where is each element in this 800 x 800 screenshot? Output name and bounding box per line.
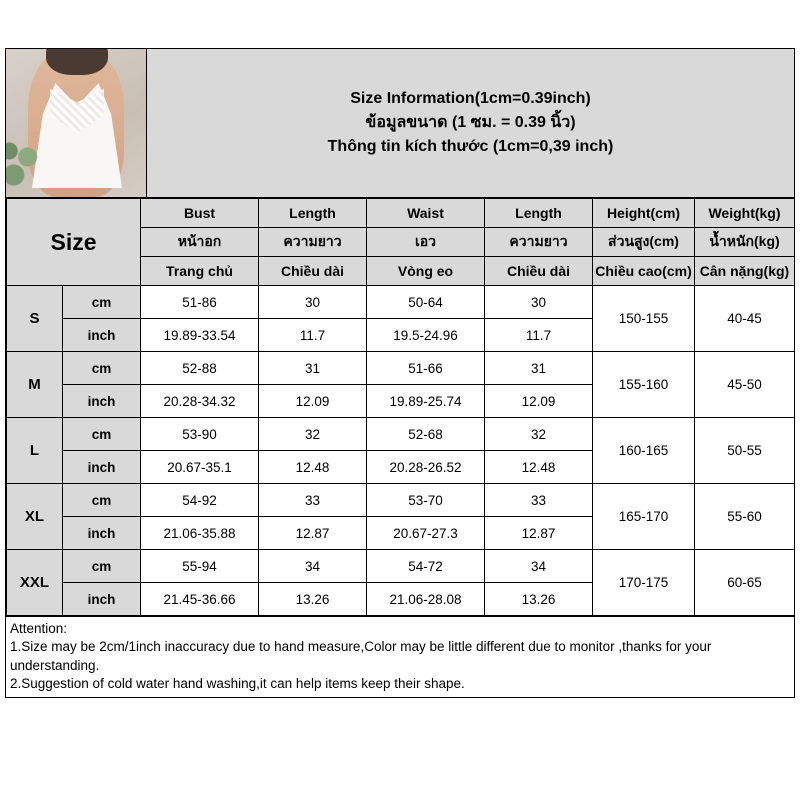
height-cell: 150-155 [593,286,695,352]
waist-inch: 21.06-28.08 [367,583,485,616]
table-row [7,550,795,583]
waist-inch: 19.89-25.74 [367,385,485,418]
length1-inch: 11.7 [259,319,367,352]
height-cell: 155-160 [593,352,695,418]
bust-inch: 21.45-36.66 [141,583,259,616]
plant-decor [6,133,46,193]
table-row [7,418,795,451]
waist-cm: 51-66 [367,352,485,385]
attention-block [6,616,794,697]
col-header-length2-en: Length [485,199,593,228]
col-header-bust-vi: Trang chủ [141,257,259,286]
col-header-weight-vi: Cân nặng(kg) [695,257,795,286]
unit-cell-inch: inch [63,451,141,484]
unit-cell-cm: cm [63,418,141,451]
col-header-height-th: ส่วนสูง(cm) [593,228,695,257]
length2-inch: 12.87 [485,517,593,550]
unit-cell-inch: inch [63,583,141,616]
size-cell: M [7,352,63,418]
length2-inch: 13.26 [485,583,593,616]
table-row [7,286,795,319]
unit-cell-inch: inch [63,517,141,550]
col-header-length2-th: ความยาว [485,228,593,257]
table-row [7,352,795,385]
weight-cell: 60-65 [695,550,795,616]
length1-inch: 12.48 [259,451,367,484]
waist-cm: 52-68 [367,418,485,451]
unit-cell-cm: cm [63,352,141,385]
weight-cell: 50-55 [695,418,795,484]
size-cell: XXL [7,550,63,616]
attention-line-1: 1.Size may be 2cm/1inch inaccuracy due to hand measure,Color may be little different due to monitor ,thanks for your understanding. [10,639,712,673]
length2-cm: 30 [485,286,593,319]
col-header-length2-vi: Chiều dài [485,257,593,286]
title-block [147,49,794,197]
size-chart [5,48,795,698]
bust-cm: 54-92 [141,484,259,517]
length1-cm: 34 [259,550,367,583]
weight-cell: 55-60 [695,484,795,550]
length2-inch: 12.09 [485,385,593,418]
bust-cm: 51-86 [141,286,259,319]
length2-inch: 11.7 [485,319,593,352]
unit-cell-inch: inch [63,385,141,418]
measurements-table [6,198,795,616]
height-cell: 170-175 [593,550,695,616]
table-row [7,484,795,517]
weight-cell: 40-45 [695,286,795,352]
length1-cm: 31 [259,352,367,385]
length2-cm: 33 [485,484,593,517]
col-header-length1-vi: Chiều dài [259,257,367,286]
header-row-en [7,199,795,228]
size-cell: XL [7,484,63,550]
bust-inch: 19.89-33.54 [141,319,259,352]
title-vietnamese: Thông tin kích thước (1cm=0,39 inch) [327,138,614,155]
table-body [7,286,795,616]
length2-cm: 31 [485,352,593,385]
waist-cm: 53-70 [367,484,485,517]
waist-cm: 54-72 [367,550,485,583]
height-cell: 160-165 [593,418,695,484]
height-cell: 165-170 [593,484,695,550]
waist-inch: 20.67-27.3 [367,517,485,550]
col-header-waist-en: Waist [367,199,485,228]
length2-cm: 32 [485,418,593,451]
product-photo [6,49,147,197]
length2-inch: 12.48 [485,451,593,484]
chart-header [6,49,794,198]
bust-inch: 20.28-34.32 [141,385,259,418]
attention-heading: Attention: [10,621,68,637]
unit-cell-cm: cm [63,484,141,517]
waist-inch: 19.5-24.96 [367,319,485,352]
col-header-bust-th: หน้าอก [141,228,259,257]
unit-cell-cm: cm [63,286,141,319]
title-thai: ข้อมูลขนาด (1 ซม. = 0.39 นิ้ว) [365,114,576,131]
bust-cm: 52-88 [141,352,259,385]
col-header-weight-th: น้ำหนัก(kg) [695,228,795,257]
title-english: Size Information(1cm=0.39inch) [350,90,591,107]
col-header-length1-th: ความยาว [259,228,367,257]
length1-inch: 12.09 [259,385,367,418]
length1-cm: 30 [259,286,367,319]
length1-cm: 32 [259,418,367,451]
col-header-waist-th: เอว [367,228,485,257]
unit-cell-cm: cm [63,550,141,583]
col-header-bust-en: Bust [141,199,259,228]
col-header-length1-en: Length [259,199,367,228]
unit-cell-inch: inch [63,319,141,352]
size-cell: S [7,286,63,352]
col-header-waist-vi: Vòng eo [367,257,485,286]
length2-cm: 34 [485,550,593,583]
waist-cm: 50-64 [367,286,485,319]
length1-inch: 13.26 [259,583,367,616]
bust-cm: 55-94 [141,550,259,583]
size-column-header: Size [7,199,141,286]
col-header-height-vi: Chiều cao(cm) [593,257,695,286]
length1-cm: 33 [259,484,367,517]
model-hair [46,49,108,75]
attention-line-2: 2.Suggestion of cold water hand washing,it can help items keep their shape. [10,675,465,691]
length1-inch: 12.87 [259,517,367,550]
weight-cell: 45-50 [695,352,795,418]
col-header-height-en: Height(cm) [593,199,695,228]
bust-inch: 20.67-35.1 [141,451,259,484]
col-header-weight-en: Weight(kg) [695,199,795,228]
size-cell: L [7,418,63,484]
bust-cm: 53-90 [141,418,259,451]
waist-inch: 20.28-26.52 [367,451,485,484]
bust-inch: 21.06-35.88 [141,517,259,550]
